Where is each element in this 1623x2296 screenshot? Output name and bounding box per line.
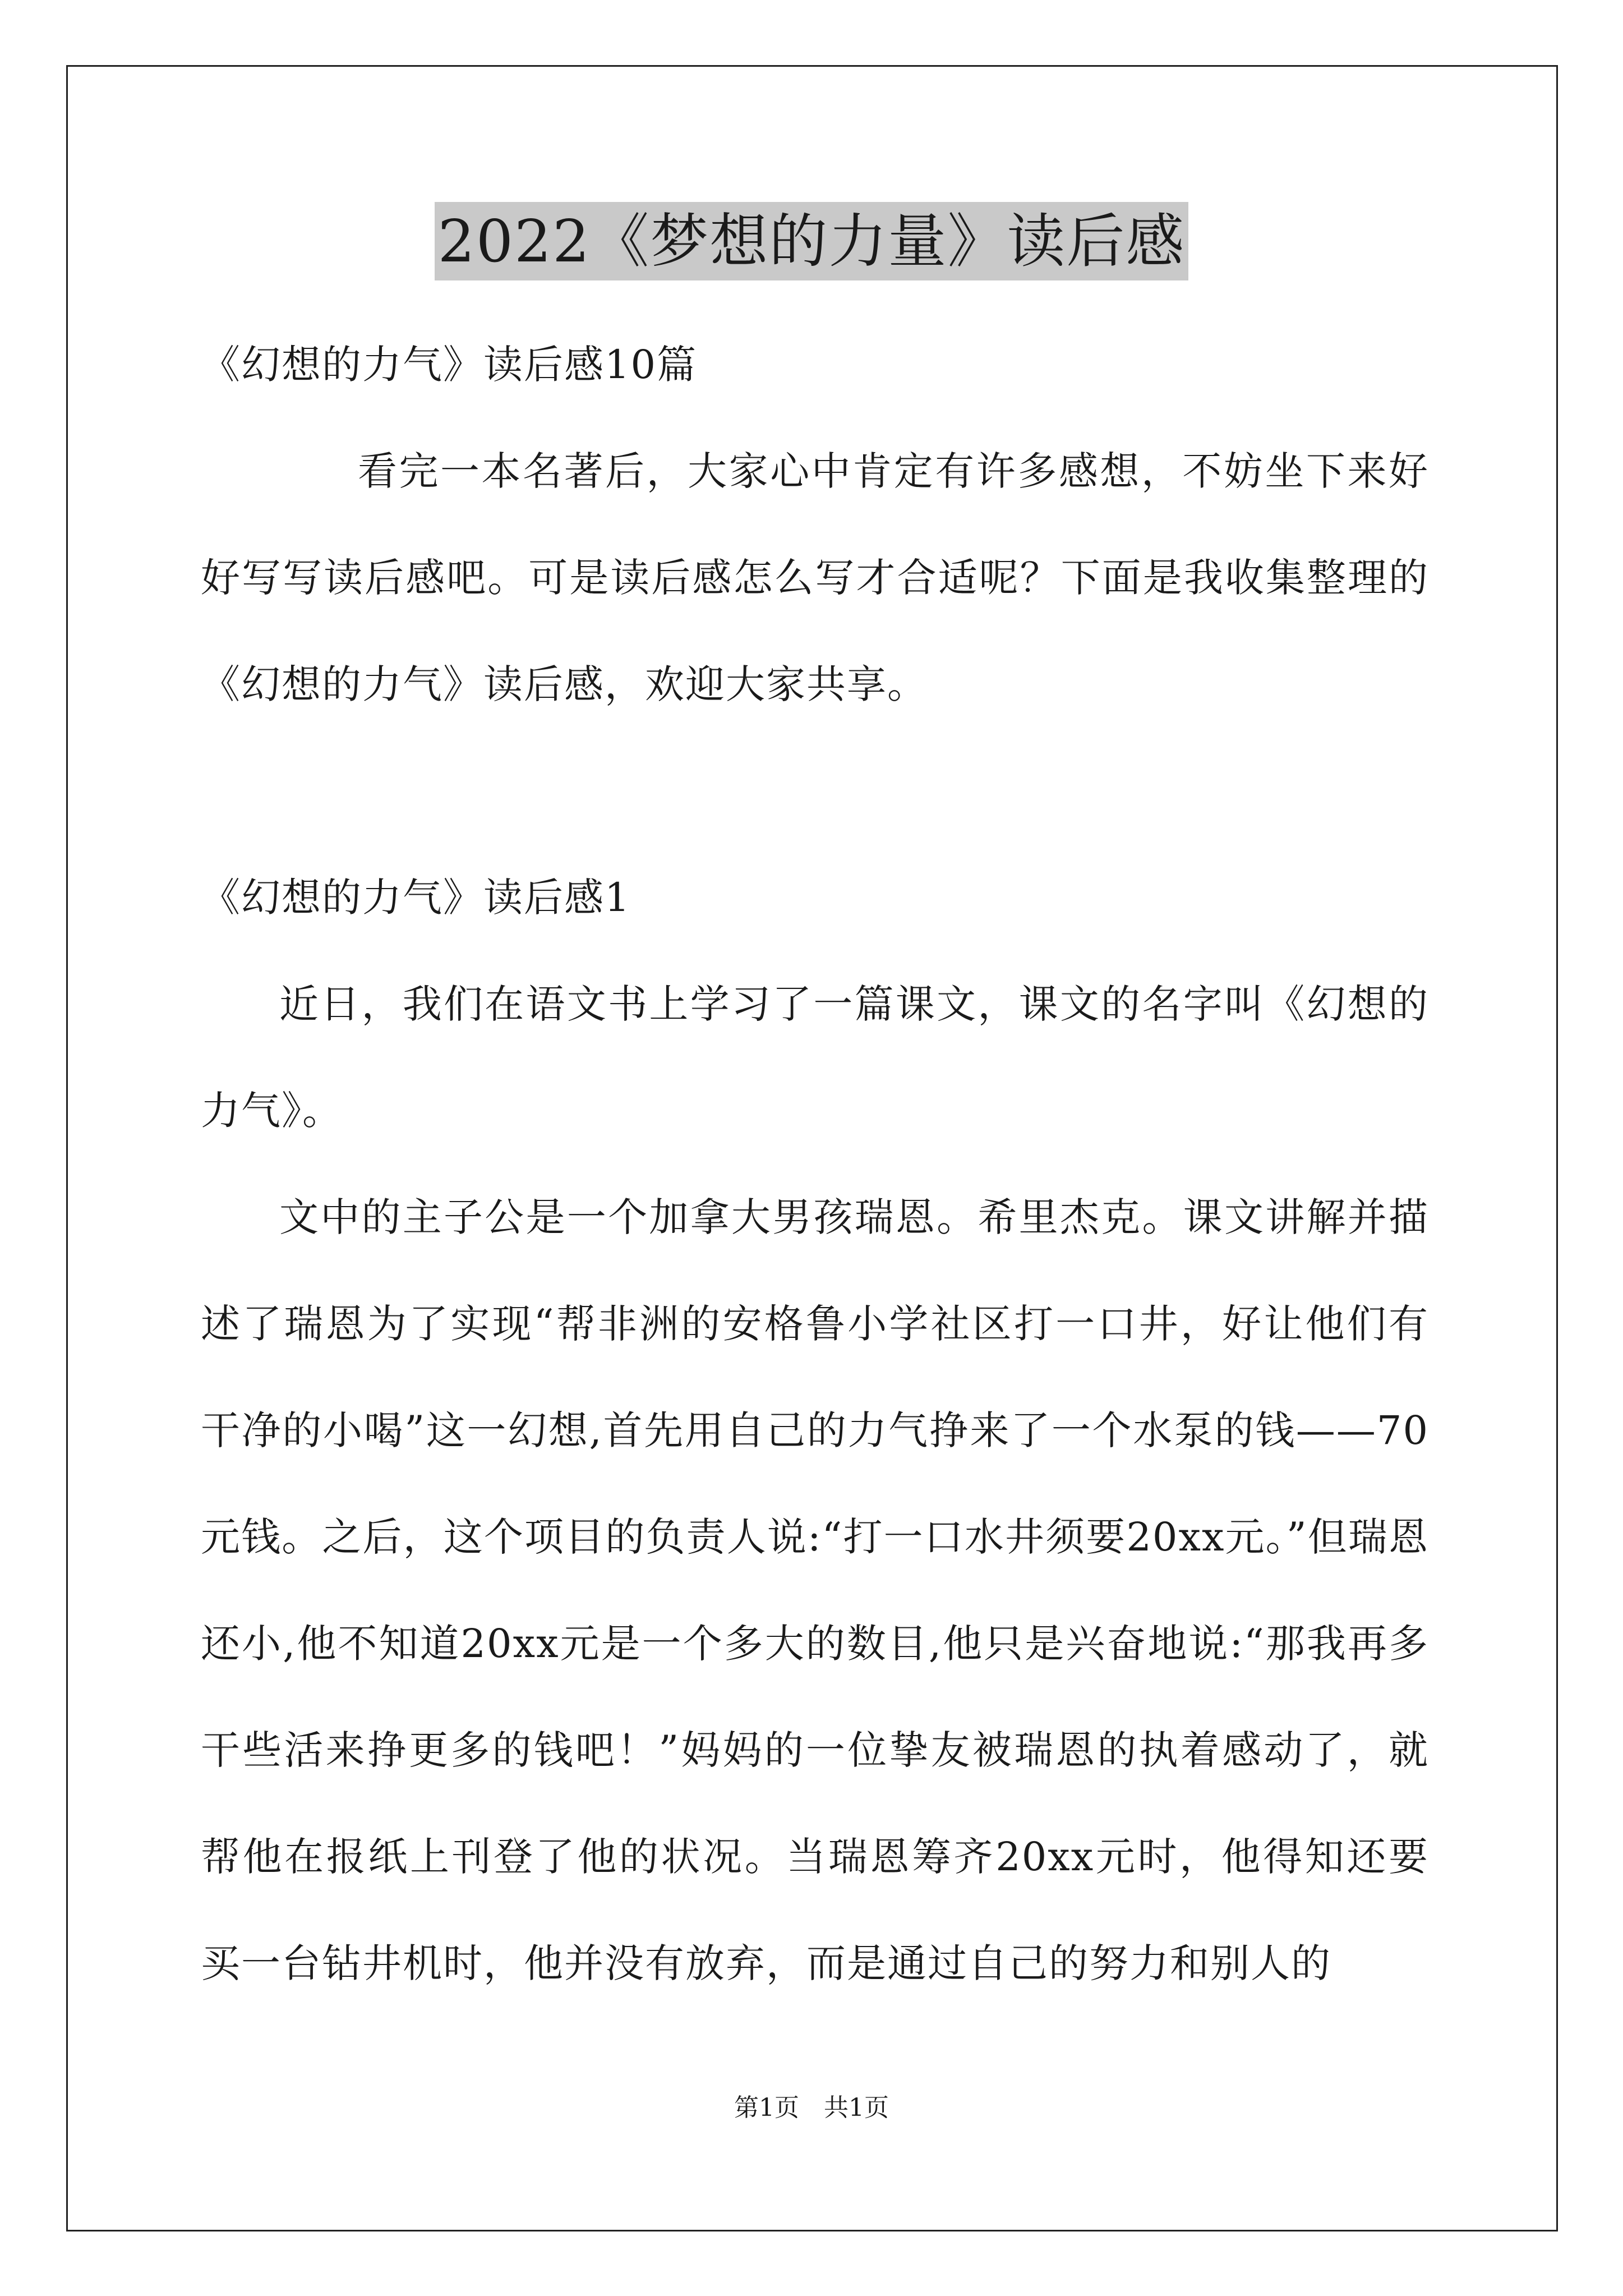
- body-paragraph: 近日，我们在语文书上学习了一篇课文，课文的名字叫《幻想的力气》。: [201, 981, 1429, 1134]
- document-title: 2022《梦想的力量》读后感: [435, 202, 1189, 280]
- document-body: [201, 311, 1429, 2017]
- section-heading: 《幻想的力气》读后感1: [201, 875, 631, 921]
- page-number: 第1页: [734, 2093, 799, 2122]
- title-container: [0, 202, 1623, 280]
- page-footer: [0, 2091, 1623, 2125]
- page-total: 共1页: [824, 2093, 889, 2122]
- spacer: [201, 738, 1429, 844]
- body-paragraph: 文中的主子公是一个加拿大男孩瑞恩。希里杰克。课文讲解并描述了瑞恩为了实现“帮非洲的安格鲁小学社区打一口井，好让他们有干净的小喝”这一幻想,首先用自己的力气挣来了一个水泵的钱——70元钱。之后，这个项目的负责人说:“打一口水井须要20xx元。”但瑞恩还小,他不知道20xx元是一个多大的数目,他只是兴奋地说:“那我再多干些活来挣更多的钱吧！”妈妈的一位挚友被瑞恩的执着感动了，就帮他在报纸上刊登了他的状况。当瑞恩筹齐20xx元时，他得知还要买一台钻井机时，他并没有放弃，而是通过自己的努力和别人的: [201, 1194, 1429, 1986]
- intro-paragraph: 看完一本名著后，大家心中肯定有许多感想，不妨坐下来好好写写读后感吧。可是读后感怎么写才合适呢？下面是我收集整理的《幻想的力气》读后感，欢迎大家共享。: [201, 448, 1429, 707]
- document-subtitle: 《幻想的力气》读后感10篇: [201, 342, 698, 388]
